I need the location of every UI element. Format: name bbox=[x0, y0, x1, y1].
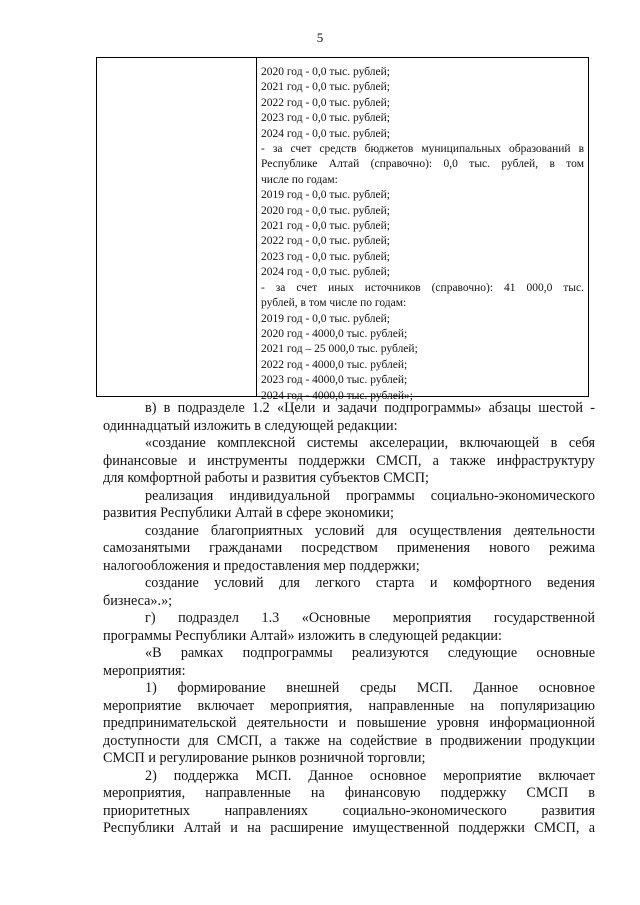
table-cell-line: 2019 год - 0,0 тыс. рублей; bbox=[261, 312, 390, 325]
table-cell-line: 2023 год - 0,0 тыс. рублей; bbox=[261, 250, 390, 263]
paragraph-line: предпринимательской деятельности и повышение уровня информационной bbox=[103, 715, 595, 731]
table-cell-line: 2020 год - 0,0 тыс. рублей; bbox=[261, 204, 390, 217]
table-cell-line: 2023 год - 0,0 тыс. рублей; bbox=[261, 112, 390, 125]
table-cell-funding bbox=[261, 65, 584, 404]
document-body bbox=[103, 400, 595, 838]
table-cell-line: 2020 год - 0,0 тыс. рублей; bbox=[261, 66, 390, 78]
paragraph-line: бизнеса».»; bbox=[103, 592, 173, 609]
table-cell-line: 2021 год – 25 000,0 тыс. рублей; bbox=[261, 343, 418, 356]
paragraph-line: мероприятия, направленные на финансовую поддержку СМСП в bbox=[103, 785, 595, 801]
paragraph-line: финансовые и инструменты поддержки СМСП, а также инфраструктуру bbox=[103, 452, 595, 469]
table-cell-line: 2022 год - 4000,0 тыс. рублей; bbox=[261, 358, 408, 371]
page-number: 5 bbox=[316, 30, 324, 45]
paragraph-line: в) в подразделе 1.2 «Цели и задачи подпрограммы» абзацы шестой - bbox=[145, 400, 595, 416]
table-cell-line: 2020 год - 4000,0 тыс. рублей; bbox=[261, 327, 408, 340]
paragraph bbox=[103, 400, 595, 435]
table-cell-line: 2022 год - 0,0 тыс. рублей; bbox=[261, 235, 390, 248]
table-cell-line: 2019 год - 0,0 тыс. рублей; bbox=[261, 189, 390, 202]
table-column-divider bbox=[256, 58, 257, 396]
paragraph-line: реализация индивидуальной программы социально-экономического bbox=[145, 487, 595, 504]
table-cell-line: - за счет средств бюджетов муниципальных образований в bbox=[261, 143, 584, 156]
table-cell-line: числе по годам: bbox=[261, 173, 338, 186]
table-cell-line: 2024 год - 0,0 тыс. рублей; bbox=[261, 127, 390, 140]
paragraph-line: СМСП и регулирование рынков розничной торговли; bbox=[103, 750, 426, 766]
table-cell-line: - за счет иных источников (справочно): 41 000,0 тыс. bbox=[261, 281, 584, 294]
paragraph-line: программы Республики Алтай» изложить в следующей редакции: bbox=[103, 627, 502, 644]
paragraph-line: г) подраздел 1.3 «Основные мероприятия государственной bbox=[145, 610, 595, 626]
paragraph bbox=[103, 768, 595, 838]
table-cell-line: 2021 год - 0,0 тыс. рублей; bbox=[261, 81, 390, 94]
table-cell-line: 2024 год - 0,0 тыс. рублей; bbox=[261, 266, 390, 279]
table-cell-line: 2022 год - 0,0 тыс. рублей; bbox=[261, 96, 390, 109]
paragraph-line: создание благоприятных условий для осуществления деятельности bbox=[145, 522, 595, 539]
paragraph bbox=[103, 610, 595, 645]
table-cell-line: рублей, в том числе по годам: bbox=[261, 297, 407, 310]
paragraph bbox=[103, 435, 595, 488]
table-cell-line: 2024 год - 4000,0 тыс. рублей»; bbox=[261, 389, 413, 402]
paragraph-line: мероприятия: bbox=[103, 662, 186, 679]
paragraph-line: налогообложения и предоставления мер поддержки; bbox=[103, 557, 420, 574]
paragraph bbox=[103, 645, 595, 680]
paragraph-line: 2) поддержка МСП. Данное основное мероприятие включает bbox=[145, 767, 595, 784]
paragraph-line: «создание комплексной системы акселерации, включающей в себя bbox=[145, 435, 595, 451]
paragraph bbox=[103, 680, 595, 768]
table-cell-line: 2023 год - 4000,0 тыс. рублей; bbox=[261, 374, 408, 387]
paragraph-line: для комфортной работы и развития субъектов СМСП; bbox=[103, 470, 429, 486]
paragraph-line: мероприятие включает мероприятия, направленные на популяризацию bbox=[103, 697, 595, 714]
paragraph-line: «В рамках подпрограммы реализуются следующие основные bbox=[145, 645, 595, 661]
budget-table bbox=[96, 57, 589, 402]
table-cell-line: Республике Алтай (справочно): 0,0 тыс. рублей, в том bbox=[261, 158, 584, 171]
paragraph-line: приоритетных направлениях социально-экономического развития bbox=[103, 802, 595, 819]
paragraph-line: развития Республики Алтай в сфере экономики; bbox=[103, 505, 394, 521]
paragraph-line: Республики Алтай и на расширение имущественной поддержки СМСП, а bbox=[103, 820, 595, 836]
paragraph-line: создание условий для легкого старта и комфортного ведения bbox=[145, 575, 595, 591]
paragraph-line: самозанятыми гражданами посредством применения нового режима bbox=[103, 540, 595, 556]
paragraph-line: доступности для СМСП, а также на содействие в продвижении продукции bbox=[103, 732, 595, 749]
paragraph-line: одиннадцатый изложить в следующей редакции: bbox=[103, 417, 398, 434]
paragraph bbox=[103, 575, 595, 610]
paragraph bbox=[103, 488, 595, 523]
paragraph-line: 1) формирование внешней среды МСП. Данное основное bbox=[145, 680, 595, 696]
table-cell-line: 2021 год - 0,0 тыс. рублей; bbox=[261, 220, 390, 233]
paragraph bbox=[103, 523, 595, 576]
